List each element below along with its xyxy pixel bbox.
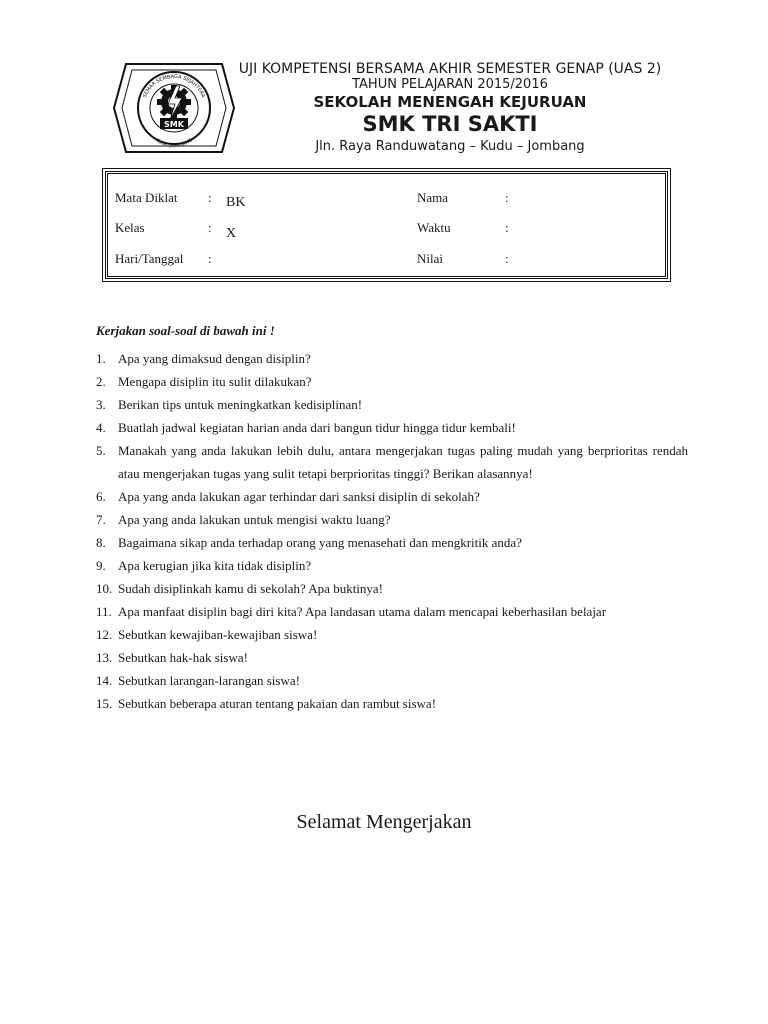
list-item: 12. Sebutkan kewajiban-kewajiban siswa! — [96, 627, 318, 642]
list-item: 3. Berikan tips untuk meningkatkan kedisiplinan! — [96, 397, 363, 412]
colon: : — [208, 251, 212, 266]
exam-title: UJI KOMPETENSI BERSAMA AKHIR SEMESTER GENAP (UAS 2) — [238, 61, 662, 77]
kelas-label: Kelas — [115, 220, 145, 235]
list-item: 1. Apa yang dimaksud dengan disiplin? — [96, 351, 311, 366]
list-item: 11. Apa manfaat disiplin bagi diri kita? Apa landasan utama dalam mencapai keberhasilan belajar — [96, 604, 607, 619]
svg-text:KUDU JOMBANG: KUDU JOMBANG — [154, 137, 194, 150]
mata-diklat-label: Mata Diklat — [115, 190, 178, 205]
colon: : — [505, 251, 509, 266]
colon: : — [505, 220, 509, 235]
list-item: 9. Apa kerugian jika kita tidak disiplin? — [96, 558, 312, 573]
list-item: 4. Buatlah jadwal kegiatan harian anda dari bangun tidur hingga tidur kembali! — [96, 420, 516, 435]
list-item: 6. Apa yang anda lakukan agar terhindar dari sanksi disiplin di sekolah? — [96, 489, 480, 504]
question-list — [96, 347, 688, 715]
school-type: SEKOLAH MENENGAH KEJURUAN — [313, 93, 587, 111]
list-item: 2. Mengapa disiplin itu sulit dilakukan? — [96, 374, 312, 389]
colon: : — [505, 190, 509, 205]
svg-text:SMK: SMK — [164, 120, 184, 129]
list-item: 8. Bagaimana sikap anda terhadap orang yang menasehati dan mengkritik anda? — [96, 535, 522, 550]
hari-tanggal-label: Hari/Tanggal — [115, 251, 184, 266]
list-item: 14. Sebutkan larangan-larangan siswa! — [96, 673, 300, 688]
list-item: 15. Sebutkan beberapa aturan tentang pakaian dan rambut siswa! — [96, 696, 437, 711]
school-address: Jln. Raya Randuwatang – Kudu – Jombang — [315, 139, 585, 154]
closing-text: Selamat Mengerjakan — [296, 811, 472, 833]
svg-text:SEMAR SEMBAGA SEJAHTERA: SEMAR SEMBAGA SEJAHTERA — [142, 73, 206, 99]
list-item: 13. Sebutkan hak-hak siswa! — [96, 650, 248, 665]
list-item: 10. Sudah disiplinkah kamu di sekolah? Apa buktinya! — [96, 581, 384, 596]
school-name: SMK TRI SAKTI — [362, 112, 538, 136]
info-box — [105, 171, 668, 279]
colon: : — [208, 220, 212, 235]
mata-diklat-value: BK — [226, 195, 246, 210]
waktu-label: Waktu — [417, 220, 451, 235]
list-item: 7. Apa yang anda lakukan untuk mengisi waktu luang? — [96, 512, 391, 527]
instruction: Kerjakan soal-soal di bawah ini ! — [96, 323, 275, 338]
colon: : — [208, 190, 212, 205]
list-item: 5. Manakah yang anda lakukan lebih dulu, antara mengerjakan tugas paling mudah yang berprioritas rendah atau mengerjakan tugas yang sulit tetapi berprioritas tinggi? Berikan alasannya! — [96, 443, 688, 481]
nilai-label: Nilai — [417, 251, 443, 266]
school-year: TAHUN PELAJARAN 2015/2016 — [352, 77, 548, 92]
kelas-value: X — [226, 226, 237, 241]
nama-label: Nama — [417, 190, 449, 205]
